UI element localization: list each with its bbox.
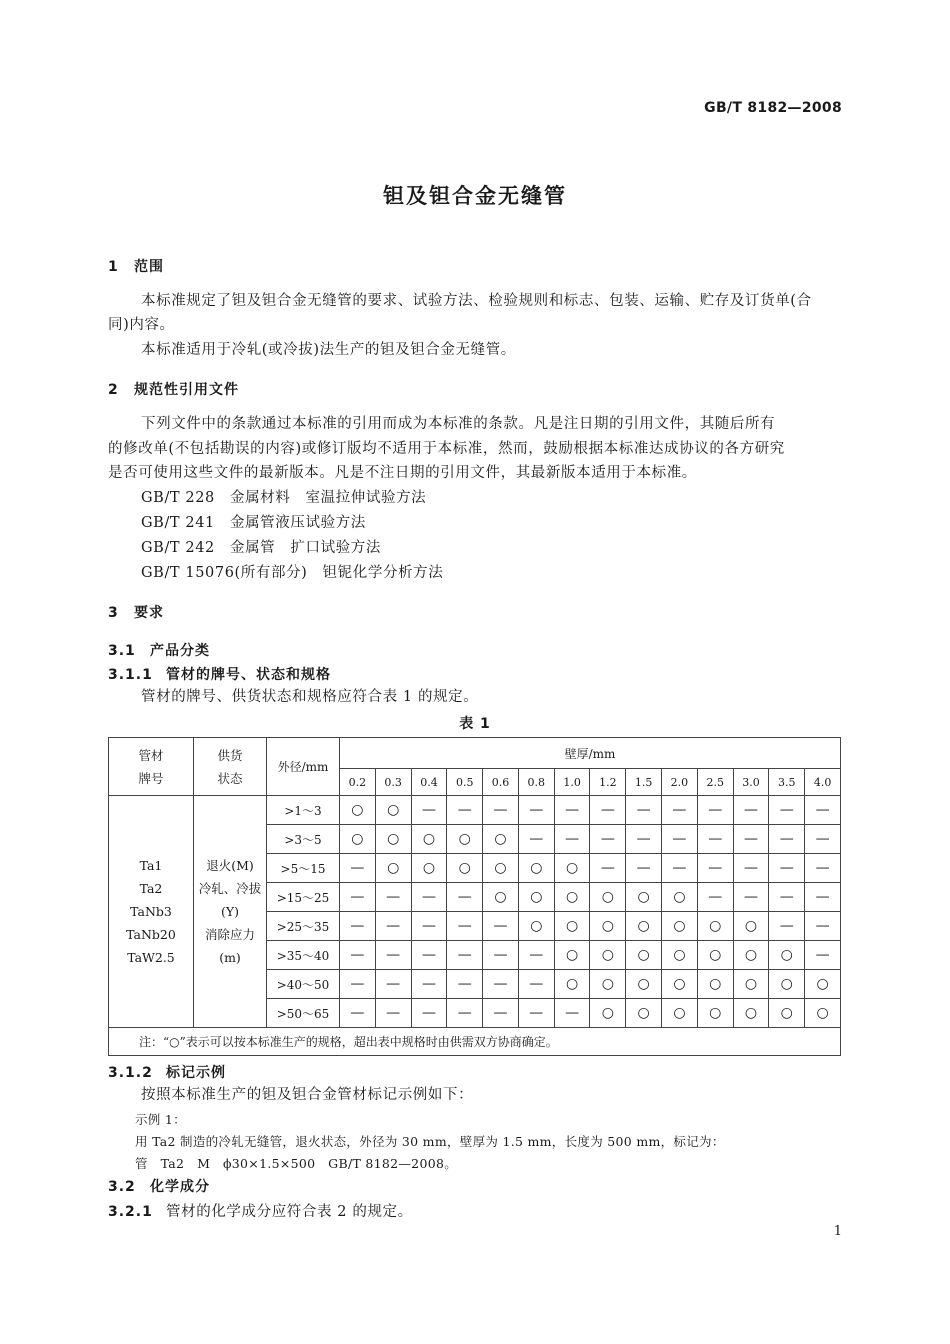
availability-cell: ○ — [626, 912, 662, 941]
availability-cell: — — [411, 999, 447, 1028]
availability-cell: — — [518, 796, 554, 825]
page-number: 1 — [833, 1224, 842, 1239]
availability-cell: — — [697, 883, 733, 912]
availability-cell: — — [733, 825, 769, 854]
availability-cell: — — [447, 912, 483, 941]
section-3-heading — [108, 602, 164, 622]
availability-cell: — — [340, 883, 376, 912]
grade-value: TaW2.5 — [127, 950, 175, 965]
availability-cell: ○ — [662, 883, 698, 912]
availability-cell: — — [518, 941, 554, 970]
availability-cell: ○ — [554, 941, 590, 970]
availability-cell: — — [805, 912, 841, 941]
availability-cell: ○ — [805, 999, 841, 1028]
thickness-header-cell: 0.3 — [375, 769, 411, 796]
availability-cell: ○ — [375, 825, 411, 854]
availability-cell: — — [733, 883, 769, 912]
section-3-2-1 — [108, 1200, 413, 1225]
section-text: 管材的化学成分应符合表 2 的规定。 — [166, 1204, 413, 1220]
availability-cell: — — [518, 970, 554, 999]
state-value: 退火(M) — [206, 858, 254, 873]
availability-cell: — — [697, 825, 733, 854]
thickness-header-cell: 2.5 — [697, 769, 733, 796]
availability-cell: ○ — [733, 941, 769, 970]
availability-cell: — — [411, 883, 447, 912]
section-title: 要求 — [134, 605, 164, 621]
thickness-header-cell: 0.4 — [411, 769, 447, 796]
availability-cell: ○ — [447, 854, 483, 883]
availability-cell: ○ — [697, 912, 733, 941]
availability-cell: ○ — [518, 912, 554, 941]
availability-cell: — — [375, 883, 411, 912]
availability-cell: ○ — [518, 883, 554, 912]
availability-cell: — — [518, 825, 554, 854]
section-title: 产品分类 — [150, 643, 210, 659]
availability-cell: — — [805, 883, 841, 912]
availability-cell: ○ — [554, 912, 590, 941]
availability-cell: ○ — [483, 825, 519, 854]
availability-cell: — — [697, 854, 733, 883]
availability-cell: ○ — [662, 999, 698, 1028]
availability-cell: — — [447, 941, 483, 970]
availability-cell: ○ — [769, 970, 805, 999]
availability-cell: ○ — [340, 825, 376, 854]
availability-cell: ○ — [697, 970, 733, 999]
table-row — [109, 796, 841, 825]
section-number: 3.1.1 — [108, 667, 153, 683]
thickness-header-cell: 3.5 — [769, 769, 805, 796]
example-line-1: 用 Ta2 制造的冷轧无缝管，退火状态，外径为 30 mm，壁厚为 1.5 mm，长度为 500 mm，标记为： — [135, 1134, 725, 1149]
s2-paragraph-line-1: 下列文件中的条款通过本标准的引用而成为本标准的条款。凡是注日期的引用文件，其随后所有 — [141, 416, 776, 432]
header-state — [194, 738, 267, 796]
availability-cell: — — [411, 970, 447, 999]
availability-cell: — — [340, 854, 376, 883]
availability-cell: ○ — [590, 999, 626, 1028]
outer-diameter-cell: >1～3 — [267, 796, 340, 825]
availability-cell: ○ — [554, 883, 590, 912]
availability-cell: — — [769, 883, 805, 912]
availability-cell: — — [483, 970, 519, 999]
availability-cell: — — [483, 941, 519, 970]
grade-value: Ta1 — [139, 858, 163, 873]
availability-cell: — — [411, 941, 447, 970]
availability-cell: — — [375, 941, 411, 970]
reference-item: GB/T 242 金属管 扩口试验方法 — [141, 540, 381, 556]
availability-cell: ○ — [805, 970, 841, 999]
outer-diameter-cell: >35～40 — [267, 941, 340, 970]
availability-cell: — — [554, 999, 590, 1028]
thickness-header-cell: 1.0 — [554, 769, 590, 796]
thickness-header-cell: 0.8 — [518, 769, 554, 796]
availability-cell: ○ — [375, 854, 411, 883]
availability-cell: — — [769, 912, 805, 941]
availability-cell: — — [590, 825, 626, 854]
section-title: 化学成分 — [150, 1179, 210, 1195]
availability-cell: ○ — [626, 941, 662, 970]
grade-value: TaNb20 — [126, 927, 176, 942]
section-number: 3.1.2 — [108, 1065, 153, 1081]
availability-cell: — — [554, 796, 590, 825]
availability-cell: — — [626, 825, 662, 854]
availability-cell: ○ — [483, 883, 519, 912]
table-note-row — [109, 1028, 841, 1056]
section-number: 3.2.1 — [108, 1204, 153, 1220]
outer-diameter-cell: >15～25 — [267, 883, 340, 912]
s312-paragraph: 按照本标准生产的钽及钽合金管材标记示例如下： — [141, 1087, 474, 1103]
outer-diameter-cell: >3～5 — [267, 825, 340, 854]
section-3-2-heading — [108, 1176, 210, 1196]
availability-cell: ○ — [733, 999, 769, 1028]
example-label: 示例 1： — [135, 1112, 186, 1127]
availability-cell: — — [411, 796, 447, 825]
availability-cell: ○ — [554, 854, 590, 883]
header-wall-thickness: 壁厚/mm — [340, 738, 841, 769]
availability-cell: ○ — [590, 883, 626, 912]
section-number: 3.2 — [108, 1179, 136, 1195]
outer-diameter-cell: >40～50 — [267, 970, 340, 999]
availability-cell: — — [626, 796, 662, 825]
availability-cell: — — [733, 854, 769, 883]
s2-paragraph-line-3: 是否可使用这些文件的最新版本。凡是不注日期的引用文件，其最新版本适用于本标准。 — [108, 465, 697, 481]
availability-cell: ○ — [447, 825, 483, 854]
availability-cell: ○ — [340, 796, 376, 825]
availability-cell: — — [447, 999, 483, 1028]
section-title: 范围 — [134, 259, 164, 275]
availability-cell: — — [590, 796, 626, 825]
availability-cell: — — [662, 796, 698, 825]
availability-cell: — — [340, 941, 376, 970]
header-state-line-1: 供货 — [217, 747, 243, 763]
table-1 — [108, 737, 841, 1056]
thickness-header-cell: 0.5 — [447, 769, 483, 796]
s2-paragraph-line-2: 的修改单(不包括勘误的内容)或修订版均不适用于本标准，然而，鼓励根据本标准达成协议的各方研究 — [108, 441, 785, 457]
availability-cell: — — [769, 854, 805, 883]
availability-cell: — — [590, 854, 626, 883]
s1-paragraph-1-line-2: 同)内容。 — [108, 317, 175, 333]
availability-cell: — — [375, 999, 411, 1028]
state-value: 消除应力 — [204, 927, 255, 942]
state-value: 冷轧、冷拔 — [198, 881, 262, 896]
availability-cell: — — [375, 912, 411, 941]
availability-cell: — — [447, 970, 483, 999]
availability-cell: — — [447, 796, 483, 825]
state-value: (m) — [219, 950, 241, 965]
availability-cell: — — [733, 796, 769, 825]
document-title: 钽及钽合金无缝管 — [383, 183, 567, 208]
availability-cell: — — [340, 970, 376, 999]
states-cell — [194, 796, 267, 1028]
header-outer-diameter: 外径/mm — [267, 738, 340, 796]
outer-diameter-cell: >5～15 — [267, 854, 340, 883]
availability-cell: — — [662, 854, 698, 883]
s311-paragraph: 管材的牌号、供货状态和规格应符合表 1 的规定。 — [141, 689, 479, 705]
outer-diameter-cell: >50～65 — [267, 999, 340, 1028]
thickness-header-cell: 0.2 — [340, 769, 376, 796]
availability-cell: — — [769, 825, 805, 854]
availability-cell: — — [626, 854, 662, 883]
thickness-header-cell: 1.2 — [590, 769, 626, 796]
grade-value: TaNb3 — [130, 904, 172, 919]
thickness-header-cell: 2.0 — [662, 769, 698, 796]
section-number: 3.1 — [108, 643, 136, 659]
availability-cell: ○ — [590, 941, 626, 970]
availability-cell: ○ — [590, 970, 626, 999]
header-grade-line-2: 牌号 — [138, 770, 164, 786]
thickness-header-cell: 0.6 — [483, 769, 519, 796]
availability-cell: — — [805, 941, 841, 970]
s1-paragraph-2: 本标准适用于冷轧(或冷拔)法生产的钽及钽合金无缝管。 — [141, 342, 516, 358]
availability-cell: ○ — [626, 970, 662, 999]
section-number: 3 — [108, 605, 119, 621]
availability-cell: — — [805, 825, 841, 854]
availability-cell: ○ — [769, 999, 805, 1028]
availability-cell: ○ — [662, 912, 698, 941]
availability-cell: ○ — [626, 883, 662, 912]
availability-cell: — — [340, 999, 376, 1028]
section-1-heading — [108, 256, 164, 276]
section-number: 2 — [108, 382, 119, 398]
table-note: 注：“○”表示可以按本标准生产的规格，超出表中规格时由供需双方协商确定。 — [109, 1028, 841, 1056]
thickness-header-cell: 1.5 — [626, 769, 662, 796]
availability-cell: — — [554, 825, 590, 854]
table-header-row — [109, 738, 841, 769]
thickness-header-cell: 3.0 — [733, 769, 769, 796]
standard-code: GB/T 8182—2008 — [704, 100, 842, 116]
availability-cell: ○ — [733, 970, 769, 999]
section-title: 管材的牌号、状态和规格 — [166, 667, 331, 683]
header-grade-line-1: 管材 — [138, 747, 164, 763]
availability-cell: ○ — [411, 825, 447, 854]
availability-cell: ○ — [375, 796, 411, 825]
availability-cell: ○ — [697, 941, 733, 970]
availability-cell: — — [769, 796, 805, 825]
availability-cell: — — [662, 825, 698, 854]
availability-cell: — — [411, 912, 447, 941]
availability-cell: ○ — [662, 941, 698, 970]
header-state-line-2: 状态 — [217, 770, 243, 786]
availability-cell: — — [483, 999, 519, 1028]
availability-cell: — — [697, 796, 733, 825]
availability-cell: ○ — [411, 854, 447, 883]
availability-cell: — — [483, 912, 519, 941]
outer-diameter-cell: >25～35 — [267, 912, 340, 941]
availability-cell: ○ — [769, 941, 805, 970]
grades-cell — [109, 796, 194, 1028]
section-2-heading — [108, 379, 239, 399]
table-1-caption: 表 1 — [459, 716, 491, 732]
availability-cell: — — [447, 883, 483, 912]
availability-cell: ○ — [662, 970, 698, 999]
availability-cell: ○ — [590, 912, 626, 941]
section-title: 标记示例 — [166, 1065, 226, 1081]
availability-cell: ○ — [733, 912, 769, 941]
s1-paragraph-1-line-1: 本标准规定了钽及钽合金无缝管的要求、试验方法、检验规则和标志、包装、运输、贮存及订货单(合 — [141, 293, 812, 309]
availability-cell: ○ — [554, 970, 590, 999]
availability-cell: ○ — [518, 854, 554, 883]
section-3-1-1-heading — [108, 664, 331, 684]
header-grade — [109, 738, 194, 796]
grade-value: Ta2 — [139, 881, 163, 896]
thickness-header-cell: 4.0 — [805, 769, 841, 796]
section-number: 1 — [108, 259, 119, 275]
availability-cell: — — [340, 912, 376, 941]
availability-cell: — — [518, 999, 554, 1028]
reference-item: GB/T 241 金属管液压试验方法 — [141, 515, 366, 531]
example-line-2: 管 Ta2 M ϕ30×1.5×500 GB/T 8182—2008。 — [135, 1156, 457, 1171]
availability-cell: ○ — [626, 999, 662, 1028]
availability-cell: — — [805, 854, 841, 883]
reference-item: GB/T 228 金属材料 室温拉伸试验方法 — [141, 490, 427, 506]
availability-cell: ○ — [697, 999, 733, 1028]
reference-item: GB/T 15076(所有部分) 钽铌化学分析方法 — [141, 565, 444, 581]
section-title: 规范性引用文件 — [134, 382, 239, 398]
section-3-1-2-heading — [108, 1062, 226, 1082]
availability-cell: ○ — [483, 854, 519, 883]
availability-cell: — — [483, 796, 519, 825]
state-value: (Y) — [220, 904, 239, 919]
availability-cell: — — [375, 970, 411, 999]
section-3-1-heading — [108, 640, 210, 660]
availability-cell: — — [805, 796, 841, 825]
